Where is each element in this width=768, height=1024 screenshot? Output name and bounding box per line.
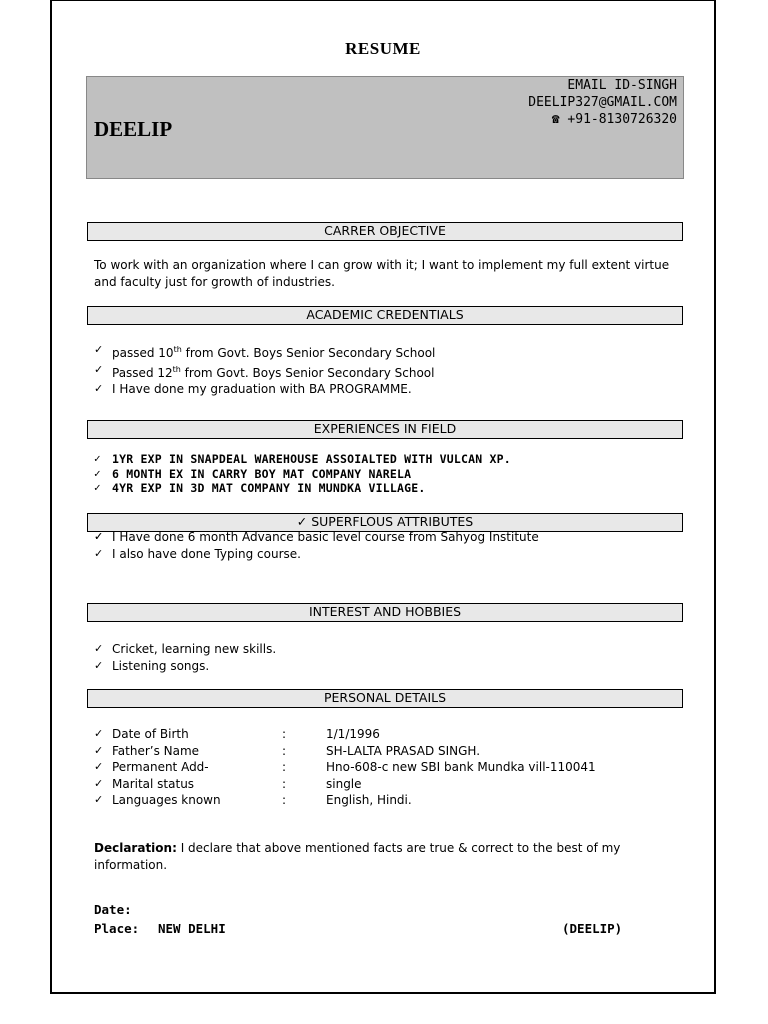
hobbies-heading: INTEREST AND HOBBIES bbox=[87, 603, 683, 622]
experience-heading: EXPERIENCES IN FIELD bbox=[87, 420, 683, 439]
attributes-list bbox=[94, 529, 680, 562]
list-item: ✓ I Have done my graduation with BA PROGRAMME. bbox=[94, 381, 680, 398]
header-box bbox=[86, 76, 684, 179]
phone-icon: ☎ bbox=[551, 112, 560, 127]
table-row: ✓ Languages known : English, Hindi. bbox=[94, 792, 680, 809]
place-label: Place: bbox=[94, 921, 140, 936]
list-item: ✓ 1YR EXP IN SNAPDEAL WAREHOUSE ASSOIALTED WITH VULCAN XP. bbox=[94, 452, 680, 467]
list-item: ✓ Passed 12th from Govt. Boys Senior Secondary School bbox=[94, 362, 680, 382]
table-row: ✓ Father’s Name : SH-LALTA PRASAD SINGH. bbox=[94, 743, 680, 760]
table-row: ✓ Date of Birth : 1/1/1996 bbox=[94, 726, 680, 743]
page-title: RESUME bbox=[345, 39, 421, 58]
objective-text: To work with an organization where I can grow with it; I want to implement my full extent virtue and faculty just for growth of industries. bbox=[94, 258, 670, 289]
list-item: ✓ 6 MONTH EX IN CARRY BOY MAT COMPANY NARELA bbox=[94, 467, 680, 482]
declaration-label: Declaration: bbox=[94, 841, 177, 855]
declaration-text: I declare that above mentioned facts are true & correct to the best of my information. bbox=[94, 841, 621, 872]
personal-details bbox=[94, 726, 680, 809]
candidate-name: DEELIP bbox=[94, 117, 173, 141]
list-item: ✓ I also have done Typing course. bbox=[94, 546, 680, 563]
email-label: EMAIL ID-SINGH bbox=[567, 78, 677, 93]
signature: (DEELIP) bbox=[562, 921, 623, 936]
place-value: NEW DELHI bbox=[158, 921, 226, 936]
list-item: ✓ passed 10th from Govt. Boys Senior Secondary School bbox=[94, 342, 680, 362]
objective-heading: CARRER OBJECTIVE bbox=[87, 222, 683, 241]
resume-page bbox=[50, 0, 716, 994]
academic-heading: ACADEMIC CREDENTIALS bbox=[87, 306, 683, 325]
list-item: ✓ I Have done 6 month Advance basic level course from Sahyog Institute bbox=[94, 529, 680, 546]
contact-block bbox=[528, 77, 677, 128]
declaration bbox=[94, 840, 680, 873]
date-label: Date: bbox=[94, 902, 132, 917]
list-item: ✓ Listening songs. bbox=[94, 658, 680, 675]
phone-line bbox=[528, 111, 677, 128]
attributes-heading: ✓ SUPERFLOUS ATTRIBUTES bbox=[87, 513, 683, 532]
list-item: ✓ Cricket, learning new skills. bbox=[94, 641, 680, 658]
hobbies-list bbox=[94, 641, 680, 674]
personal-heading: PERSONAL DETAILS bbox=[87, 689, 683, 708]
experience-list bbox=[94, 452, 680, 496]
list-item: ✓ 4YR EXP IN 3D MAT COMPANY IN MUNDKA VILLAGE. bbox=[94, 481, 680, 496]
table-row: ✓ Permanent Add- : Hno-608-c new SBI bank Mundka vill-110041 bbox=[94, 759, 680, 776]
academic-list bbox=[94, 342, 680, 398]
phone-number: +91-8130726320 bbox=[567, 112, 677, 127]
table-row: ✓ Marital status : single bbox=[94, 776, 680, 793]
email-address: DEELIP327@GMAIL.COM bbox=[528, 95, 677, 110]
